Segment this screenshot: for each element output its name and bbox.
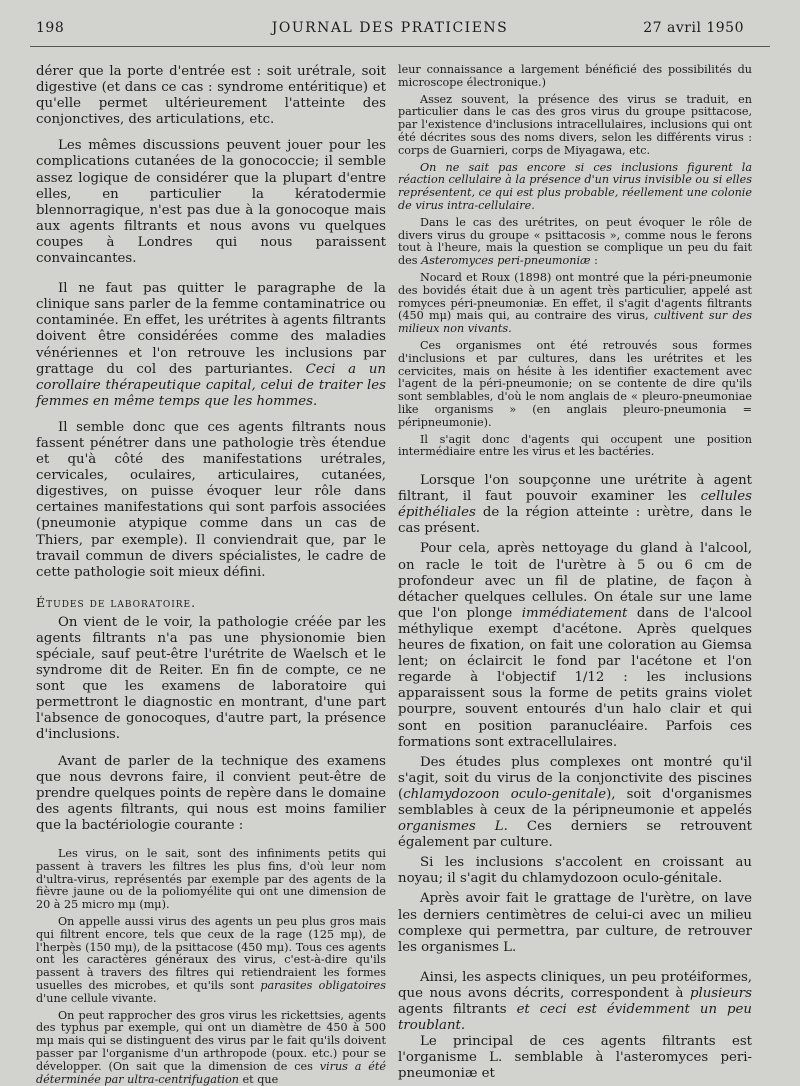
paragraph: Le principal de ces agents filtrants est l'organisme L. semblable à l'asteromyces peri-pneumoniæ et <box>398 1034 752 1082</box>
paragraph-italic: parasites obligatoires <box>260 979 386 992</box>
small-paragraph <box>36 916 386 1006</box>
paragraph-text: : les inclusions apparaissent sous la forme de petits grains violet pourpre, souvent entourés d'un halo clair et qui sont en position paranucléaire. Parfois ces formations sont extracellulaires. <box>398 670 752 750</box>
page-number: 198 <box>36 20 65 36</box>
small-paragraph: Assez souvent, la présence des virus se traduit, en particulier dans le cas des gros virus du groupe psittacose, par l'existence d'inclusions intracellulaires, inclusions qui ont été décrites sous des noms divers, selon les différents virus : corps de Guarnieri, corps de Miyagawa, etc. <box>398 92 752 157</box>
paragraph-text: dans de l'alcool méthylique exempt d'acétone. Après quelques heures de fixation, on fait une coloration au Giemsa lent; on éclaircit le fond par l'acétone et l'on regarde à l'objectif <box>398 605 752 686</box>
paragraph <box>36 281 386 410</box>
paragraph: Avant de parler de la technique des examens que nous devrons faire, il convient peut-être de prendre quelques points de repère dans le domaine des agents filtrants, qui nous est moins familier que la bactériologie courante : <box>36 753 386 833</box>
paragraph-text: Nocard et Roux (1898) ont montré que la péri-pneumonie des bovidés était due à un agent très particulier, appelé ast romyces péri-pneumoniæ. En effet, il s'agit d'agents filtrants (450 mμ) mais qui, au contraire des virus, <box>398 270 752 323</box>
small-paragraph: Ces organismes ont été retrouvés sous formes d'inclusions et par cultures, dans les urétrites et les cervicites, mais on hésite à les identifier exactement avec l'agent de la péri-pneumonie; on se contente de dire qu'ils sont semblables, d'où le nom anglais de « pleuro-pneumoniae like organisms » (en anglais pleuro-pneumonia = péripneumonie). <box>398 338 752 429</box>
paragraph-italic: cultivent sur des milieux non vivants. <box>398 309 752 336</box>
paragraph-text: d'une cellule vivante. <box>36 991 157 1005</box>
paragraph-italic: et ceci est évidemment un peu troublant. <box>398 1002 752 1034</box>
journal-title: JOURNAL DES PRATICIENS <box>271 20 509 36</box>
small-paragraph <box>36 1010 386 1086</box>
paragraph-text: Pour cela, après nettoyage du gland à l'alcool, on racle le toit de l'urètre à 5 ou 6 cm de profondeur avec un fil de platine, de façon à détacher quelques cellules. On étale sur une lame que l'on plonge <box>398 541 752 621</box>
paragraph <box>398 473 752 537</box>
issue-date: 27 avril 1950 <box>643 20 744 36</box>
paragraph-text: agents filtrants <box>398 1002 517 1018</box>
paragraph-text: de la région atteinte : urètre, dans le cas présent. <box>398 505 752 537</box>
paragraph: Les mêmes discussions peuvent jouer pour les complications cutanées de la gonococcie; il semble assez logique de considérer que la plupart d'entre elles, en particulier la kératodermie blennorragique, n'est pas due à la gonocoque mais aux agents filtrants et nous avons vu quelques coupes à Londres qui nous paraissent convaincantes. <box>36 138 386 267</box>
paragraph-italic: cellules épithéliales <box>398 489 752 521</box>
left-column <box>36 64 386 1086</box>
paragraph-text: Ces derniers se retrouvent également par culture. <box>398 819 752 851</box>
paragraph: Il semble donc que ces agents filtrants nous fassent pénétrer dans une pathologie très étendue et qu'à côté des manifestations urétrales, cervicales, oculaires, articulaires, cutanées, digestives, on puisse évoquer leur rôle dans certaines manifestations qui sont parfois associées (pneumonie atypique comme dans un cas de Thiers, par exemple). Il conviendrait que, par le travail commun de divers spécialistes, le cadre de cette pathologie soit mieux défini. <box>36 419 386 580</box>
paragraph-text: Dans le cas des urétrites, on peut évoquer le rôle de divers virus du groupe « psittacosis », comme nous le ferons tout à l'heure, mais la question se complique un peu du fait des <box>398 215 752 268</box>
paragraph-italic: plusieurs <box>689 985 752 1001</box>
paragraph <box>398 970 752 1034</box>
paragraph-italic: On ne sait pas encore si ces inclusions figurent la réaction cellulaire à la présence d'un virus invisible ou si elles représentent, ce qui est plus probable, réellement une colonie de virus intra-cellulaire. <box>398 160 752 212</box>
paragraph-text: : <box>590 254 598 268</box>
paragraph-italic: Asteromyces peri-pneumoniæ <box>421 254 591 268</box>
paragraph-text: et que <box>238 1072 279 1086</box>
paragraph-italic: Ceci a un corollaire thérapeutique capital, celui de traiter les femmes en même temps que les hommes. <box>36 361 386 409</box>
paragraph-italic: immédiatement <box>521 605 628 621</box>
paragraph: On vient de le voir, la pathologie créée par les agents filtrants n'a pas une physionomie bien spéciale, sauf peut-être l'urétrite de Waelsch et le syndrome dit de Reiter. En fin de compte, ce ne sont que les examens de laboratoire qui permettront le diagnostic en montrant, d'une part l'absence de gonocoques, d'autre part, la présence d'inclusions. <box>36 614 386 743</box>
paragraph: dérer que la porte d'entrée est : soit urétrale, soit digestive (et dans ce cas : syndrome entéritique) et qu'elle permet ultérieurement l'atteinte des conjonctives, des articulations, etc. <box>36 64 386 128</box>
paragraph-italic: organismes L. <box>398 819 508 835</box>
small-paragraph: leur connaissance a largement bénéficié des possibilités du microscope électronique.) <box>398 63 752 89</box>
small-paragraph: Il s'agit donc d'agents qui occupent une position intermédiaire entre les virus et les bactéries. <box>398 432 752 459</box>
paragraph-text: Lorsque l'on soupçonne une urétrite à agent filtrant, il faut pouvoir examiner les <box>398 473 752 505</box>
small-paragraph <box>398 217 752 268</box>
header-rule <box>30 46 770 47</box>
section-title: Études de laboratoire. <box>36 594 197 610</box>
paragraph: Si les inclusions s'accolent en croissant au noyau; il s'agit du chlamydozoon oculo-génitale. <box>398 855 752 887</box>
paragraph-text: Ainsi, les aspects cliniques, un peu protéiformes, que nous avons décrits, correspondent à <box>398 969 752 1001</box>
paragraph-italic: virus a été déterminée par ultra-centrifugation <box>36 1059 386 1086</box>
paragraph-text: ), soit d'organismes semblables à ceux de la péripneumonie et appelés <box>398 786 752 818</box>
right-column <box>398 64 752 1082</box>
small-paragraph <box>398 162 752 213</box>
objective-fraction: 1/12 <box>574 670 605 686</box>
paragraph <box>398 755 752 852</box>
paragraph <box>398 541 752 750</box>
paragraph-text: On peut rapprocher des gros virus les rickettsies, agents des typhus par exemple, qui ont un diamètre de 450 à 500 mμ mais qui se distinguent des virus par le fait qu'ils doivent passer par l'organisme d'un arthropode (poux. etc.) pour se développer. (On sait que la dimension de ces <box>36 1008 386 1073</box>
paragraph-text: Il ne faut pas quitter le paragraphe de la clinique sans parler de la femme contaminatrice ou contaminée. En effet, les urétrites à agents filtrants doivent être considérées comme des maladies vénériennes et l'on retrouve les inclusions par grattage du col des parturiantes. <box>36 281 386 377</box>
paragraph-text: On appelle aussi virus des agents un peu plus gros mais qui filtrent encore, tels que ceux de la rage (125 mμ), de l'herpès (150 mμ), de la psittacose (450 mμ). Tous ces agents ont les caractères généraux des virus, c'est-à-dire qu'ils passent à travers des filtres qui retiendraient les formes usuelles des microbes, et qu'ils sont <box>36 915 386 992</box>
paragraph-text: Des études plus complexes ont montré qu'il s'agit, soit du virus de la conjonctivite des piscines ( <box>398 754 752 802</box>
paragraph: Après avoir fait le grattage de l'urètre, on lave les derniers centimètres de celui-ci avec un milieu complexe qui permettra, par culture, de retrouver les organismes L. <box>398 891 752 955</box>
paragraph-italic: chlamydozoon oculo-genitale <box>403 786 607 802</box>
small-paragraph <box>398 272 752 336</box>
page-header <box>36 20 744 44</box>
small-paragraph: Les virus, on le sait, sont des infiniments petits qui passent à travers les filtres les plus fins, d'où leur nom d'ultra-virus, représentés par exemple par des agents de la fièvre jaune ou de la poliomyélite qui ont une dimension de 20 à 25 micro mμ (mμ). <box>36 847 386 912</box>
